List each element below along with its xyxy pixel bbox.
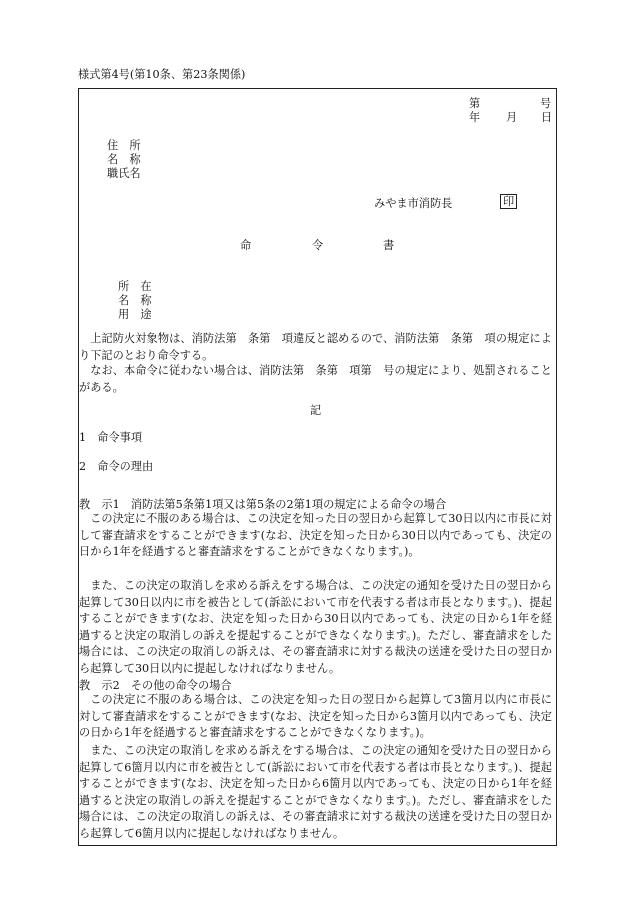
date-year: 年 <box>469 111 481 124</box>
target-use-label: 用 途 <box>118 308 152 321</box>
instruction-1-title: 教 示1 消防法第5条第1項又は第5条の2第1項の規定による命令の場合 <box>79 498 447 511</box>
number-go: 号 <box>540 97 552 110</box>
seal-label: 印 <box>500 194 517 209</box>
item-order-reason: 2 命令の理由 <box>79 460 154 473</box>
instruction-2-paragraph-2: また、この決定の取消しを求める訴えをする場合は、この決定の通知を受けた日の翌日から起算して6箇月以内に市を被告として(訴訟において市を代表する者は市長となります。)、提起することができます(なお、決定を知った日から6箇月以内であっても、決定の日から1年を経過すると決定の取消しの訴えを提起することができなくなります。)。ただし、審査請求をした場合には、この決定の取消しの訴えは、その審査請求に対する裁決の送達を受けた日の翌日から起算して6箇月以内に提起しなければなりません。 <box>79 744 552 840</box>
addressee-name-label: 名 称 <box>107 153 141 166</box>
instruction-2-title: 教 示2 その他の命令の場合 <box>79 679 232 692</box>
addressee-person-label: 職氏名 <box>107 167 141 180</box>
instruction-1-paragraph-2: また、この決定の取消しを求める訴えをする場合は、この決定の通知を受けた日の翌日から起算して30日以内に市を被告として(訴訟において市を代表する者は市長となります。)、提起することができます(なお、決定を知った日から30日以内であっても、決定の日から1年を経過すると決定の取消しの訴えを提起することができなくなります。)。ただし、審査請求をした場合には、この決定の取消しの訴えは、その審査請求に対する裁決の送達を受けた日の翌日から起算して30日以内に提起しなければなりません。 <box>79 579 552 675</box>
body-paragraph-2: なお、本命令に従わない場合は、消防法第 条第 項第 号の規定により、処罰されることがある。 <box>79 364 552 394</box>
target-name-label: 名 称 <box>118 294 152 307</box>
body-paragraph-1: 上記防火対象物は、消防法第 条第 項違反と認めるので、消防法第 条第 項の規定により下記のとおり命令する。 <box>79 332 552 362</box>
doc-title-char-2: 令 <box>312 239 324 252</box>
date-month: 月 <box>506 111 518 124</box>
target-location-label: 所 在 <box>118 280 152 293</box>
addressee-address-label: 住 所 <box>107 139 141 152</box>
form-title: 様式第4号(第10条、第23条関係) <box>78 68 246 81</box>
instruction-1-paragraph-1: この決定に不服のある場合は、この決定を知った日の翌日から起算して30日以内に市長に対して審査請求をすることができます(なお、決定を知った日から30日以内であっても、決定の日から1年を経過すると審査請求をすることができなくなります。)。 <box>79 512 552 559</box>
ki-heading: 記 <box>310 404 322 417</box>
instruction-2-paragraph-1: この決定に不服のある場合は、この決定を知った日の翌日から起算して3箇月以内に市長に対して審査請求をすることができます(なお、決定を知った日から3箇月以内であっても、決定の日から1年を経過すると審査請求をすることができなくなります。)。 <box>79 693 552 740</box>
doc-title-char-1: 命 <box>240 239 252 252</box>
date-day: 日 <box>541 111 553 124</box>
seal-mark <box>500 194 517 209</box>
issuer-name: みやま市消防長 <box>374 197 453 210</box>
doc-title-char-3: 書 <box>383 239 395 252</box>
number-dai: 第 <box>469 97 481 110</box>
item-order-matters: 1 命令事項 <box>79 431 143 444</box>
